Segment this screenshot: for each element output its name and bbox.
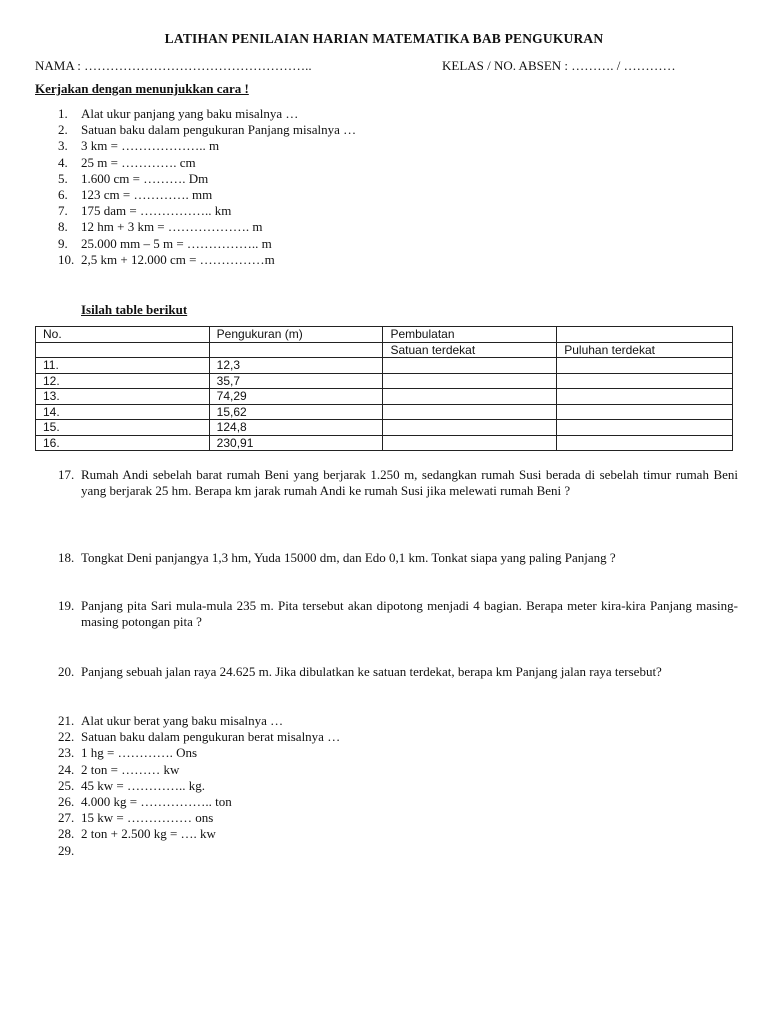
table-header-cell: Satuan terdekat xyxy=(383,342,557,358)
question-20 xyxy=(58,664,738,680)
table-row xyxy=(36,404,733,420)
instruction-text: Kerjakan dengan menunjukkan cara ! xyxy=(35,81,249,96)
question-number: 20. xyxy=(58,664,75,679)
question-text: 1 hg = …………. Ons xyxy=(81,745,198,761)
question-text: 2 ton = ……… kw xyxy=(81,761,180,777)
question-item xyxy=(58,843,738,859)
question-item xyxy=(58,745,738,761)
question-number: 26. xyxy=(58,794,75,810)
question-item xyxy=(58,729,738,745)
question-text: 2 ton + 2.500 kg = …. kw xyxy=(81,826,216,842)
question-number: 29. xyxy=(58,842,75,858)
answer-cell xyxy=(557,358,733,374)
question-number: 1. xyxy=(58,106,68,121)
question-number: 18. xyxy=(58,550,75,565)
answer-cell xyxy=(557,435,733,451)
question-item xyxy=(58,155,738,171)
answer-cell xyxy=(383,373,557,389)
answer-cell xyxy=(557,373,733,389)
table-cell: 74,29 xyxy=(209,389,383,405)
table-subheader-row xyxy=(36,342,733,358)
question-number: 2. xyxy=(58,122,68,138)
table-header-cell xyxy=(36,342,210,358)
table-header-cell xyxy=(209,342,383,358)
table-cell: 15. xyxy=(36,420,210,436)
answer-cell xyxy=(383,404,557,420)
table-row xyxy=(36,373,733,389)
question-text: 123 cm = …………. mm xyxy=(81,187,213,203)
question-text: Satuan baku dalam pengukuran Panjang misalnya … xyxy=(81,122,357,138)
worksheet-title: LATIHAN PENILAIAN HARIAN MATEMATIKA BAB PENGUKURAN xyxy=(164,31,604,46)
question-text: Tongkat Deni panjangya 1,3 hm, Yuda 15000 dm, dan Edo 0,1 km. Tonkat siapa yang paling Panjang ? xyxy=(81,550,616,565)
answer-cell xyxy=(383,435,557,451)
question-text: Panjang sebuah jalan raya 24.625 m. Jika dibulatkan ke satuan terdekat, berapa km Panjang jalan raya tersebut? xyxy=(81,664,662,679)
question-text: 175 dam = …………….. km xyxy=(81,203,232,219)
question-number: 8. xyxy=(58,219,68,235)
table-cell: 14. xyxy=(36,404,210,420)
question-17 xyxy=(58,467,738,499)
question-number: 5. xyxy=(58,170,68,186)
question-number: 7. xyxy=(58,203,68,219)
question-number: 19. xyxy=(58,598,75,613)
question-text: Rumah Andi sebelah barat rumah Beni yang berjarak 1.250 m, sedangkan rumah Susi berada di sebelah timur rumah Beni yang berjarak 25 hm. Berapa km jarak rumah Andi ke rumah Susi jika melewati rumah Beni ? xyxy=(81,467,738,499)
question-number: 4. xyxy=(58,154,68,170)
answer-cell xyxy=(383,358,557,374)
question-19 xyxy=(58,598,738,630)
question-text: Panjang pita Sari mula-mula 235 m. Pita tersebut akan dipotong menjadi 4 bagian. Berapa meter kira-kira Panjang masing-masing potongan pita ? xyxy=(81,598,738,630)
question-text: Satuan baku dalam pengukuran berat misalnya … xyxy=(81,729,341,745)
question-number: 9. xyxy=(58,235,68,251)
question-list-part2 xyxy=(58,713,738,859)
table-cell: 12,3 xyxy=(209,358,383,374)
question-text xyxy=(81,843,738,859)
question-text: 3 km = ……………….. m xyxy=(81,138,220,154)
question-item xyxy=(58,810,738,826)
kelas-absen-field-line: KELAS / NO. ABSEN : ………. / ………… xyxy=(442,58,676,73)
answer-cell xyxy=(557,389,733,405)
question-number: 24. xyxy=(58,761,75,777)
table-cell: 11. xyxy=(36,358,210,374)
question-number: 21. xyxy=(58,713,75,728)
table-header-row xyxy=(36,327,733,343)
table-header-cell: Pembulatan xyxy=(383,327,557,343)
question-item xyxy=(58,219,738,235)
nama-field-line: NAMA : …………………………………………….. xyxy=(35,58,312,73)
question-item xyxy=(58,762,738,778)
question-text: 4.000 kg = …………….. ton xyxy=(81,794,232,810)
table-cell: 12. xyxy=(36,373,210,389)
question-text: 25.000 mm – 5 m = …………….. m xyxy=(81,235,272,251)
question-text: 12 hm + 3 km = ………………. m xyxy=(81,219,263,235)
question-item xyxy=(58,713,738,729)
table-cell: 16. xyxy=(36,435,210,451)
table-section-title: Isilah table berikut xyxy=(81,302,188,317)
question-item xyxy=(58,236,738,252)
question-text: 1.600 cm = ………. Dm xyxy=(81,170,209,186)
question-item xyxy=(58,122,738,138)
table-header-cell: No. xyxy=(36,327,210,343)
question-number: 22. xyxy=(58,729,75,745)
table-cell: 124,8 xyxy=(209,420,383,436)
table-cell: 15,62 xyxy=(209,404,383,420)
table-cell: 13. xyxy=(36,389,210,405)
question-text: 2,5 km + 12.000 cm = ……………m xyxy=(81,251,275,267)
question-number: 10. xyxy=(58,251,75,267)
question-item xyxy=(58,252,738,268)
table-row xyxy=(36,389,733,405)
rounding-table xyxy=(35,326,733,451)
table-header-cell: Pengukuran (m) xyxy=(209,327,383,343)
question-item xyxy=(58,826,738,842)
answer-cell xyxy=(557,404,733,420)
table-header-cell: Puluhan terdekat xyxy=(557,342,733,358)
question-item xyxy=(58,203,738,219)
question-number: 27. xyxy=(58,810,75,826)
question-text: 25 m = …………. cm xyxy=(81,154,196,170)
answer-cell xyxy=(383,389,557,405)
table-header-cell xyxy=(557,327,733,343)
question-number: 6. xyxy=(58,187,68,203)
question-text: 15 kw = …………… ons xyxy=(81,810,214,826)
table-cell: 35,7 xyxy=(209,373,383,389)
question-18 xyxy=(58,550,738,566)
question-number: 23. xyxy=(58,745,75,761)
question-item xyxy=(58,778,738,794)
question-item xyxy=(58,794,738,810)
question-number: 17. xyxy=(58,467,75,482)
table-cell: 230,91 xyxy=(209,435,383,451)
table-row xyxy=(36,420,733,436)
question-text: Alat ukur berat yang baku misalnya … xyxy=(81,713,284,728)
table-row xyxy=(36,358,733,374)
question-number: 28. xyxy=(58,826,75,842)
answer-cell xyxy=(383,420,557,436)
question-item xyxy=(58,106,738,122)
answer-cell xyxy=(557,420,733,436)
question-item xyxy=(58,138,738,154)
question-text: 45 kw = ………….. kg. xyxy=(81,777,205,793)
table-row xyxy=(36,435,733,451)
question-text: Alat ukur panjang yang baku misalnya … xyxy=(81,106,299,121)
question-list-part1 xyxy=(58,106,738,268)
question-item xyxy=(58,171,738,187)
question-item xyxy=(58,187,738,203)
question-number: 25. xyxy=(58,777,75,793)
question-number: 3. xyxy=(58,138,68,154)
